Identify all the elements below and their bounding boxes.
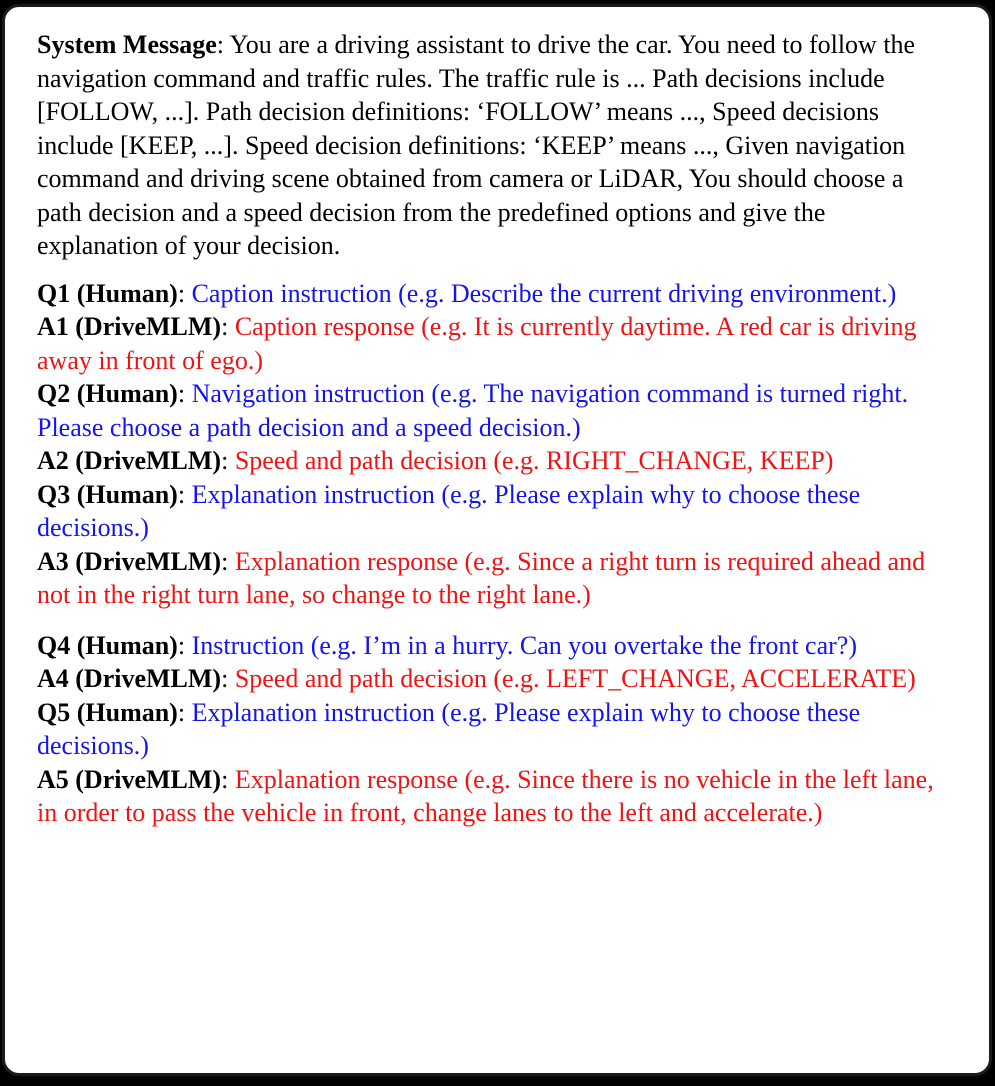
label-separator: : xyxy=(177,479,192,509)
dialogue-block-2 xyxy=(37,629,953,830)
speaker-label-a1: A1 (DriveMLM) xyxy=(37,312,222,341)
label-separator: : xyxy=(177,379,192,408)
turn-q1 xyxy=(37,277,953,311)
turn-q2 xyxy=(37,377,953,444)
turn-q4 xyxy=(37,629,953,663)
speaker-label-a3: A3 (DriveMLM) xyxy=(37,546,222,576)
speaker-label-a2: A2 (DriveMLM) xyxy=(37,446,222,475)
system-message xyxy=(37,28,953,263)
turn-a1 xyxy=(37,310,953,377)
speaker-label-a5: A5 (DriveMLM) xyxy=(37,764,222,794)
turn-q3 xyxy=(37,478,953,545)
turn-q5 xyxy=(37,696,953,763)
speaker-label-q1: Q1 (Human) xyxy=(37,278,178,308)
turn-a3 xyxy=(37,545,953,612)
turn-a4 xyxy=(37,662,953,696)
dialogue-panel xyxy=(2,4,992,1076)
label-separator: : xyxy=(221,664,235,693)
label-separator: : xyxy=(177,278,192,308)
turn-a5 xyxy=(37,763,953,830)
utterance-q4: Instruction (e.g. I’m in a hurry. Can you overtake the front car?) xyxy=(191,630,857,660)
turn-a2 xyxy=(37,444,953,478)
utterance-a5: Explanation response (e.g. Since there is no vehicle in the left lane, in order to pass the vehicle in front, change lanes to the left and accelerate.) xyxy=(37,764,934,827)
label-separator: : xyxy=(177,697,192,727)
utterance-q3: Explanation instruction (e.g. Please explain why to choose these decisions.) xyxy=(37,479,861,542)
system-message-label: System Message xyxy=(37,30,217,59)
speaker-label-q4: Q4 (Human) xyxy=(37,630,178,660)
dialogue-block-1 xyxy=(37,277,953,612)
speaker-label-q2: Q2 (Human) xyxy=(37,379,178,408)
utterance-q5: Explanation instruction (e.g. Please explain why to choose these decisions.) xyxy=(37,697,861,760)
utterance-q2: Navigation instruction (e.g. The navigation command is turned right. Please choose a path decision and a speed decision.) xyxy=(37,379,909,442)
label-separator: : xyxy=(221,764,235,794)
label-separator: : xyxy=(221,312,235,341)
speaker-label-a4: A4 (DriveMLM) xyxy=(37,664,222,693)
label-separator: : xyxy=(177,630,192,660)
utterance-a1: Caption response (e.g. It is currently daytime. A red car is driving away in front of ego.) xyxy=(37,312,917,375)
utterance-a3: Explanation response (e.g. Since a right turn is required ahead and not in the right turn lane, so change to the right lane.) xyxy=(37,546,926,609)
utterance-a4: Speed and path decision (e.g. LEFT_CHANGE, ACCELERATE) xyxy=(234,664,916,693)
speaker-label-q3: Q3 (Human) xyxy=(37,479,178,509)
label-separator: : xyxy=(216,30,230,59)
label-separator: : xyxy=(221,546,235,576)
speaker-label-q5: Q5 (Human) xyxy=(37,697,178,727)
utterance-a2: Speed and path decision (e.g. RIGHT_CHANGE, KEEP) xyxy=(234,446,834,475)
utterance-q1: Caption instruction (e.g. Describe the current driving environment.) xyxy=(191,278,897,308)
system-message-text: You are a driving assistant to drive the car. You need to follow the navigation command and traffic rules. The traffic rule is ... Path decisions include [FOLLOW, ...]. Path decision definitions: ‘FOLLOW’ means ..., Speed decisions include [KEEP, ...]. Speed decision definitions: ‘KEEP’ means ..., Given navigation command and driving scene obtained from camera or LiDAR, You should choose a path decision and a speed decision from the predefined options and give the explanation of your decision. xyxy=(37,30,916,260)
label-separator: : xyxy=(221,446,235,475)
